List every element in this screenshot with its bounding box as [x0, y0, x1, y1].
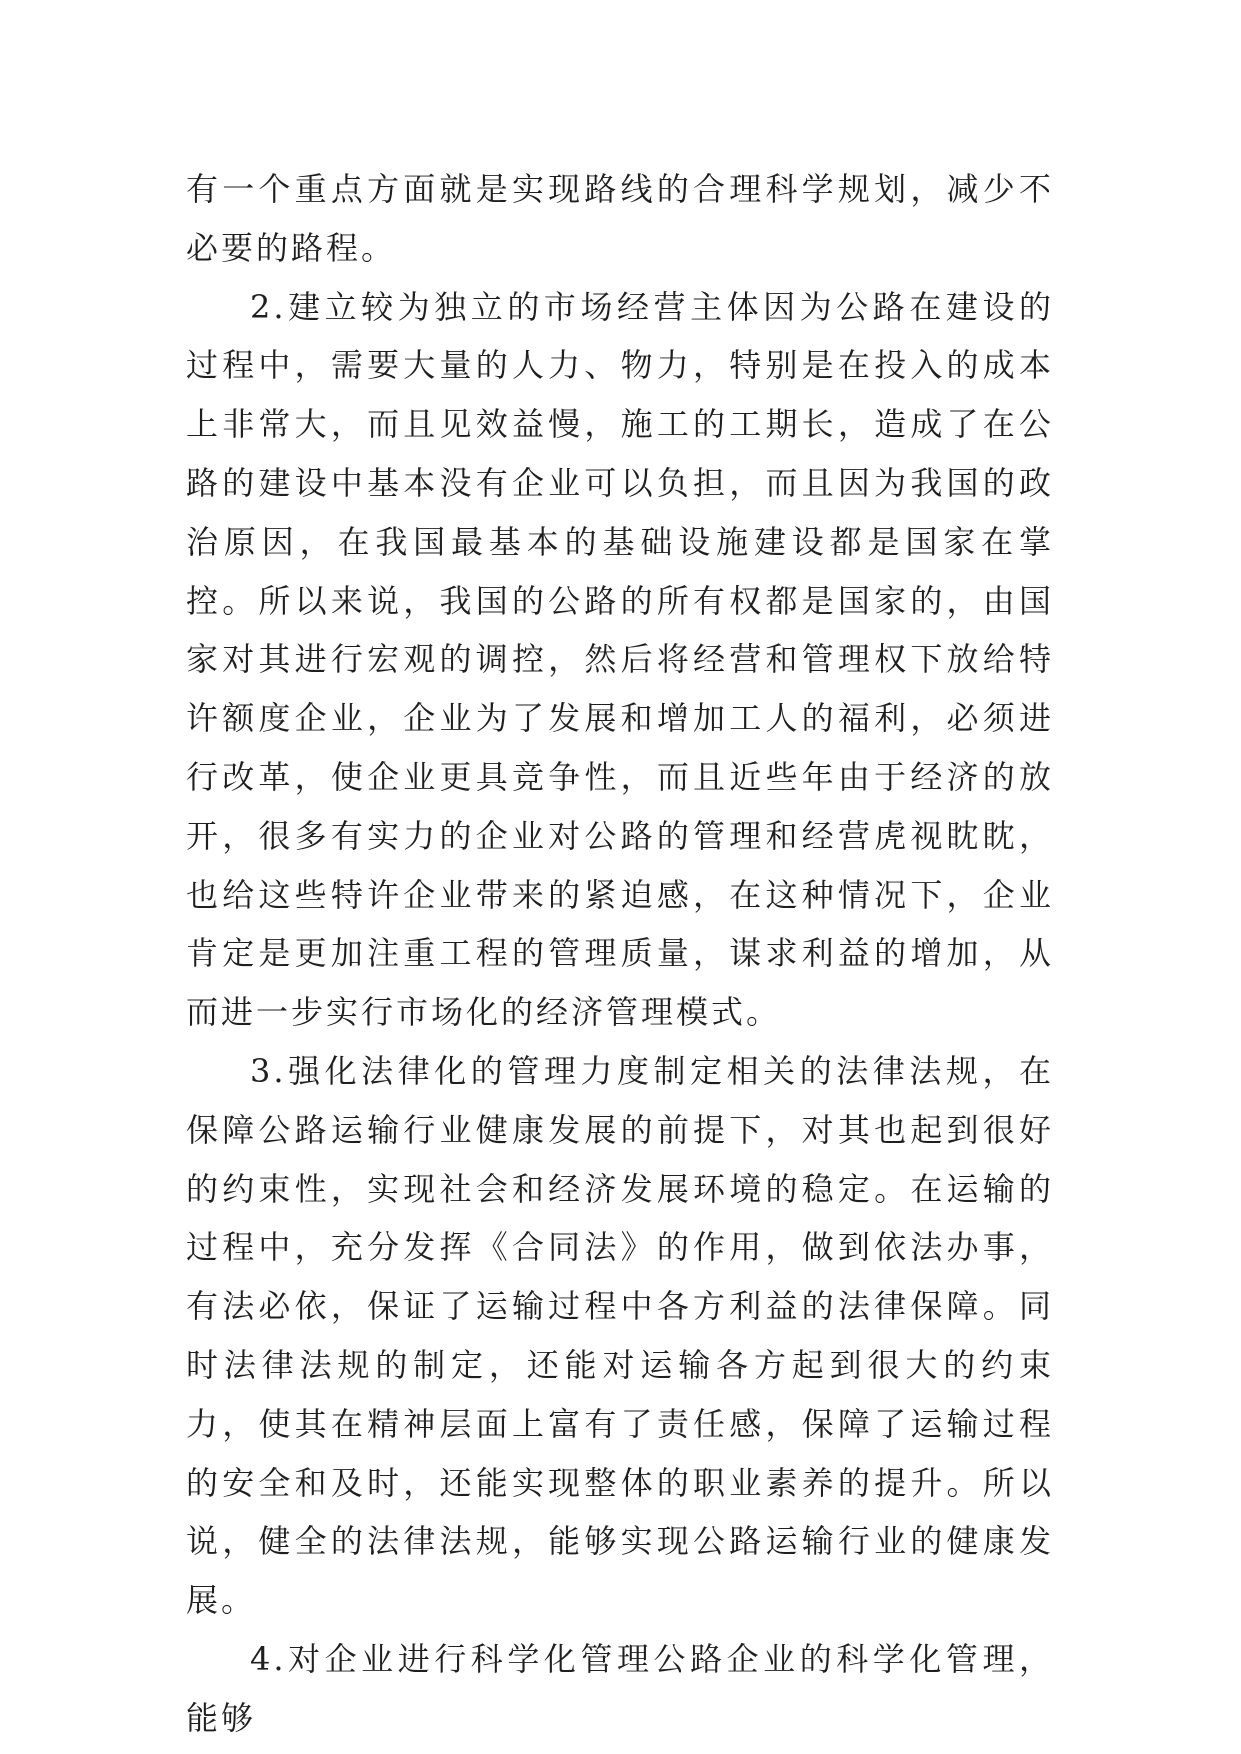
paragraph-point-3: 3.强化法律化的管理力度制定相关的法律法规，在保障公路运输行业健康发展的前提下，对其也起到很好的约束性，实现社会和经济发展环境的稳定。在运输的过程中，充分发挥《合同法》的作用，做到依法办事，有法必依，保证了运输过程中各方利益的法律保障。同时法律法规的制定，还能对运输各方起到很大的约束力，使其在精神层面上富有了责任感，保障了运输过程的安全和及时，还能实现整体的职业素养的提升。所以说，健全的法律法规，能够实现公路运输行业的健康发展。 — [186, 1051, 1054, 1620]
paragraph-point-4: 4.对企业进行科学化管理公路企业的科学化管理，能够 — [186, 1639, 1054, 1737]
body-text — [186, 160, 1054, 1748]
paragraph-continuation: 有一个重点方面就是实现路线的合理科学规划，减少不必要的路程。 — [186, 170, 1054, 267]
paragraph-point-2: 2.建立较为独立的市场经营主体因为公路在建设的过程中，需要大量的人力、物力，特别是在投入的成本上非常大，而且见效益慢，施工的工期长，造成了在公路的建设中基本没有企业可以负担，而且因为我国的政治原因，在我国最基本的基础设施建设都是国家在掌控。所以来说，我国的公路的所有权都是国家的，由国家对其进行宏观的调控，然后将经营和管理权下放给特许额度企业，企业为了发展和增加工人的福利，必须进行改革，使企业更具竞争性，而且近些年由于经济的放开，很多有实力的企业对公路的管理和经营虎视眈眈，也给这些特许企业带来的紧迫感，在这种情况下，企业肯定是更加注重工程的管理质量，谋求利益的增加，从而进一步实行市场化的经济管理模式。 — [186, 287, 1054, 1032]
